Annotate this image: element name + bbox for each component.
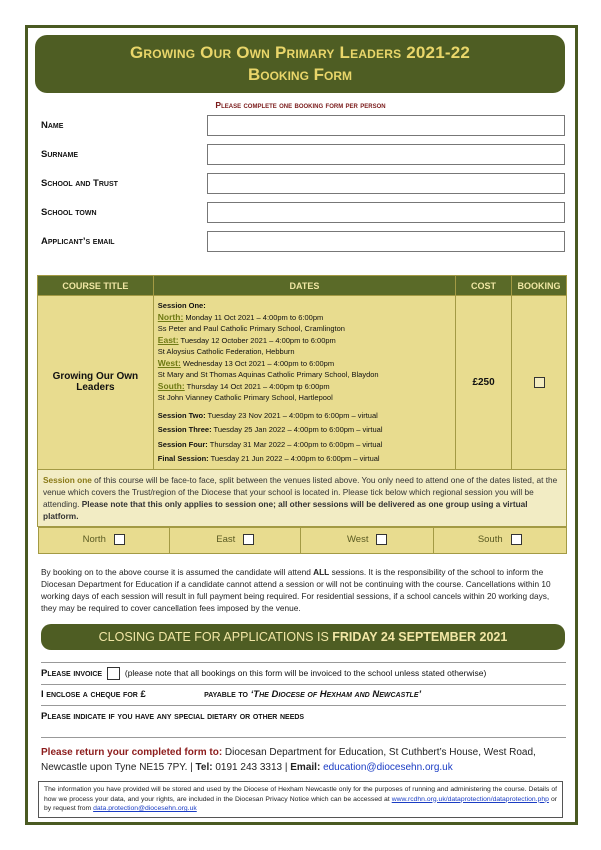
divider: [41, 684, 566, 685]
session-final: Final Session: Tuesday 21 Jun 2022 – 4:00pm to 6:00pm – virtual: [157, 454, 380, 463]
name-row: [41, 115, 566, 137]
school-label: School and Trust: [41, 178, 118, 189]
email-row: [41, 231, 566, 253]
return-address: Please return your completed form to: Diocesan Department for Education, St Cuthbert’s House, West Road, Newcastle upon Tyne NE15 7PY. | Tel: 0191 243 3313 | Email: education@diocesehn.org.uk: [41, 747, 536, 773]
east-checkbox[interactable]: [243, 534, 254, 545]
dietary-row: [41, 711, 566, 722]
venue-south: South: Thursday 14 Oct 2021 – 4:00pm tp 6:00pm: [157, 380, 330, 391]
email-field[interactable]: [207, 231, 565, 252]
closing-date-banner: CLOSING DATE FOR APPLICATIONS IS FRIDAY 24 SEPTEMBER 2021: [41, 624, 565, 650]
privacy-footer: The information you have provided will be stored and used by the Diocese of Hexham Newcastle only for the purposes of running and administering the course. Details of how we process your data, and your rights, are included in the Diocesan Privacy Notice which can be accessed at www.rcdhn.org.uk/dataprotection/dataprotection.php or by request from data.protection@diocesehn.org.uk: [38, 781, 563, 818]
venue-west: West: Wednesday 13 Oct 2021 – 4:00pm to 6:00pm: [157, 357, 335, 368]
course-cost: £250: [456, 296, 512, 470]
course-title-header: COURSE TITLE: [38, 276, 154, 296]
email-link[interactable]: education@diocesehn.org.uk: [323, 762, 453, 773]
invoice-row: [41, 667, 566, 680]
region-select-row: [38, 526, 567, 554]
course-table: [37, 275, 567, 554]
cost-header: COST: [456, 276, 512, 296]
region-south: South: [433, 527, 566, 553]
session-four: Session Four: Thursday 31 Mar 2022 – 4:00pm to 6:00pm – virtual: [157, 439, 383, 449]
session-two: Session Two: Tuesday 23 Nov 2021 – 4:00pm to 6:00pm – virtual: [157, 410, 378, 420]
town-field[interactable]: [207, 202, 565, 223]
school-row: [41, 173, 566, 195]
session-note-row: [38, 469, 567, 526]
dietary-label: Please indicate if you have any special dietary or other needs: [41, 711, 305, 722]
region-east: East: [170, 527, 301, 553]
divider: [41, 705, 566, 706]
cheque-payable: payable to: [204, 689, 251, 700]
course-row: [38, 296, 567, 470]
surname-field[interactable]: [207, 144, 565, 165]
course-title: Growing Our Own Leaders: [38, 296, 154, 470]
invoice-label: Please invoice: [41, 667, 103, 679]
booking-header: BOOKING: [512, 276, 567, 296]
session-three: Session Three: Tuesday 25 Jan 2022 – 4:00pm to 6:00pm – virtual: [157, 425, 383, 434]
town-label: School town: [41, 207, 97, 218]
closing-date: FRIDAY 24 SEPTEMBER 2021: [332, 630, 508, 644]
terms-paragraph: By booking on to the above course it is assumed the candidate will attend ALL sessions. It is the responsibility of the school to inform the Diocesan Department for Education if a candidate cannot attend a session or will not be continuing with the course. Cancellations within 10 working days of each session will result in full payment being required. For residential sessions, if a school cancels within 20 working days, they may be required to cover cancellation fees imposed by the venue.: [41, 567, 551, 613]
form-title: Growing Our Own Primary Leaders 2021-22: [129, 43, 471, 62]
south-checkbox[interactable]: [511, 534, 522, 545]
region-west: West: [301, 527, 433, 553]
cheque-payee: ‘The Diocese of Hexham and Newcastle’: [250, 689, 422, 700]
surname-row: [41, 144, 566, 166]
west-checkbox[interactable]: [376, 534, 387, 545]
form-subtitle: Booking Form: [247, 65, 353, 84]
privacy-link[interactable]: www.rcdhn.org.uk/dataprotection/dataprotection.php: [391, 795, 549, 803]
invoice-checkbox[interactable]: [107, 667, 120, 680]
dates-header: DATES: [153, 276, 455, 296]
booking-cell: [512, 296, 567, 470]
divider: [41, 662, 566, 663]
name-label: Name: [41, 120, 64, 131]
email-label: Applicant’s email: [41, 236, 115, 247]
title-banner: [35, 35, 565, 93]
session-note: Session one of this course will be face-to face, split between the venues listed above. You only need to attend one of the dates listed, at the venue which covers the Trust/region of the Diocese that your school is located in. Please tick below which regional session you will be attending. Please note that this only applies to session one; all other sessions will be delivered as one group using a virtual platform.: [38, 469, 567, 526]
north-checkbox[interactable]: [114, 534, 125, 545]
town-row: [41, 202, 566, 224]
venue-south-place: St John Vianney Catholic Primary School, Hartlepool: [157, 393, 333, 402]
venue-west-place: St Mary and St Thomas Aquinas Catholic Primary School, Blaydon: [157, 370, 379, 379]
dates-cell: [153, 296, 455, 470]
venue-east: East: Tuesday 12 October 2021 – 4:00pm to 6:00pm: [157, 334, 336, 345]
booking-checkbox[interactable]: [534, 377, 545, 388]
venue-east-place: St Aloysius Catholic Federation, Hebburn: [157, 347, 295, 356]
school-field[interactable]: [207, 173, 565, 194]
cheque-row: [41, 689, 566, 700]
venue-north-place: Ss Peter and Paul Catholic Primary School, Cramlington: [157, 324, 345, 333]
venue-north: North: Monday 11 Oct 2021 – 4:00pm to 6:00pm: [157, 311, 324, 322]
region-north: North: [38, 527, 170, 553]
data-protection-email[interactable]: data.protection@diocesehn.org.uk: [93, 805, 197, 813]
invoice-note: (please note that all bookings on this form will be invoiced to the school unless stated otherwise): [124, 667, 487, 678]
surname-label: Surname: [41, 149, 79, 160]
name-field[interactable]: [207, 115, 565, 136]
table-header: [38, 276, 567, 296]
divider: [41, 737, 566, 738]
instruction-note: Please complete one booking form per person: [215, 100, 386, 110]
session-one-label: Session One:: [157, 301, 206, 310]
cheque-label: I enclose a cheque for £: [41, 689, 146, 700]
